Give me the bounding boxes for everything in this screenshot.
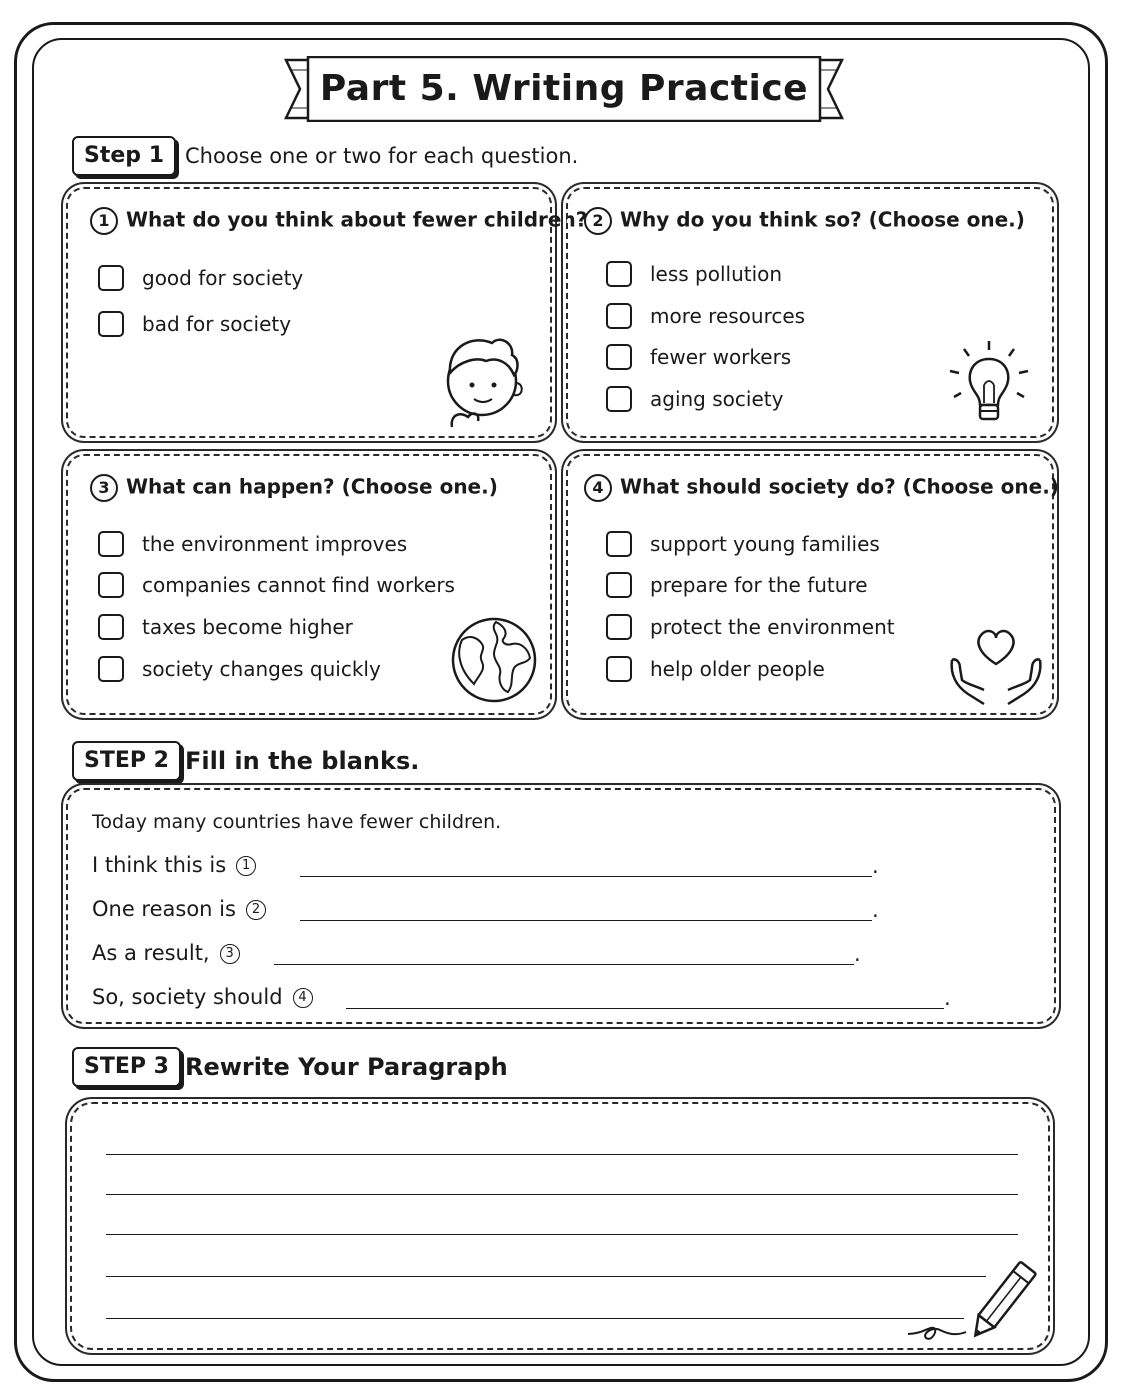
option-fewer-workers[interactable]: fewer workers	[606, 342, 791, 372]
option-aging-society[interactable]: aging society	[606, 384, 783, 414]
writing-line	[106, 1318, 964, 1319]
fill-intro: Today many countries have fewer children.	[92, 811, 502, 833]
checkbox[interactable]	[606, 531, 632, 557]
option-protect-the-environment[interactable]: protect the environment	[606, 612, 895, 642]
step3-tag: STEP 3	[72, 1047, 181, 1087]
checkbox[interactable]	[98, 311, 124, 337]
blank-1[interactable]	[300, 876, 872, 877]
pencil-icon	[904, 1252, 1040, 1348]
option-society-changes-quickly[interactable]: society changes quickly	[98, 654, 381, 684]
option-support-young-families[interactable]: support young families	[606, 529, 880, 559]
blank-number: 1	[236, 856, 256, 876]
blank-number: 2	[246, 900, 266, 920]
thinking-boy-icon	[438, 331, 528, 431]
title-banner	[284, 56, 844, 122]
question-title: 3 What can happen? (Choose one.)	[90, 474, 498, 502]
period: .	[854, 942, 861, 966]
option-environment-improves[interactable]: the environment improves	[98, 529, 407, 559]
question-box-3	[66, 454, 552, 715]
checkbox[interactable]	[606, 656, 632, 682]
blank-4[interactable]	[346, 1008, 944, 1009]
step3-instruction: Rewrite Your Paragraph	[185, 1053, 508, 1081]
step2-tag: STEP 2	[72, 741, 181, 781]
period: .	[872, 854, 879, 878]
writing-line	[106, 1276, 986, 1277]
question-box-4	[566, 454, 1059, 715]
fill-line-1: I think this is 1	[92, 849, 256, 881]
blank-3[interactable]	[274, 964, 854, 965]
writing-line	[106, 1194, 1018, 1195]
step2-instruction: Fill in the blanks.	[185, 747, 420, 775]
rewrite-box[interactable]	[70, 1102, 1050, 1350]
checkbox[interactable]	[98, 614, 124, 640]
question-box-2	[566, 187, 1054, 438]
writing-line	[106, 1234, 1018, 1235]
blank-number: 3	[220, 944, 240, 964]
question-box-1	[66, 187, 588, 438]
checkbox[interactable]	[98, 265, 124, 291]
option-bad-for-society[interactable]: bad for society	[98, 309, 291, 339]
checkbox[interactable]	[606, 344, 632, 370]
period: .	[872, 898, 879, 922]
fill-in-box	[66, 788, 1056, 1024]
checkbox[interactable]	[98, 656, 124, 682]
question-number: 3	[90, 474, 118, 502]
question-number: 4	[584, 474, 612, 502]
checkbox[interactable]	[98, 531, 124, 557]
blank-number: 4	[293, 988, 313, 1008]
option-taxes-become-higher[interactable]: taxes become higher	[98, 612, 353, 642]
option-good-for-society[interactable]: good for society	[98, 263, 303, 293]
checkbox[interactable]	[606, 386, 632, 412]
fill-line-2: One reason is 2	[92, 893, 266, 925]
writing-line	[106, 1154, 1018, 1155]
checkbox[interactable]	[98, 572, 124, 598]
option-prepare-for-the-future[interactable]: prepare for the future	[606, 570, 868, 600]
fill-line-3: As a result, 3	[92, 937, 240, 969]
globe-icon	[448, 614, 540, 706]
option-more-resources[interactable]: more resources	[606, 301, 805, 331]
question-title: 2 Why do you think so? (Choose one.)	[584, 207, 1025, 235]
heart-hands-icon	[946, 624, 1046, 708]
blank-2[interactable]	[300, 920, 872, 921]
option-companies-cannot-find-workers[interactable]: companies cannot find workers	[98, 570, 455, 600]
fill-line-4: So, society should 4	[92, 981, 313, 1013]
question-title: 4 What should society do? (Choose one.)	[584, 474, 1059, 502]
option-less-pollution[interactable]: less pollution	[606, 259, 782, 289]
question-number: 2	[584, 207, 612, 235]
question-number: 1	[90, 207, 118, 235]
checkbox[interactable]	[606, 303, 632, 329]
option-help-older-people[interactable]: help older people	[606, 654, 825, 684]
lightbulb-icon	[946, 337, 1032, 427]
step1-instruction: Choose one or two for each question.	[185, 144, 579, 168]
question-title: 1 What do you think about fewer children?	[90, 207, 587, 235]
checkbox[interactable]	[606, 572, 632, 598]
page-title: Part 5. Writing Practice	[319, 68, 809, 109]
period: .	[944, 986, 951, 1010]
checkbox[interactable]	[606, 261, 632, 287]
step1-tag: Step 1	[72, 136, 176, 176]
checkbox[interactable]	[606, 614, 632, 640]
